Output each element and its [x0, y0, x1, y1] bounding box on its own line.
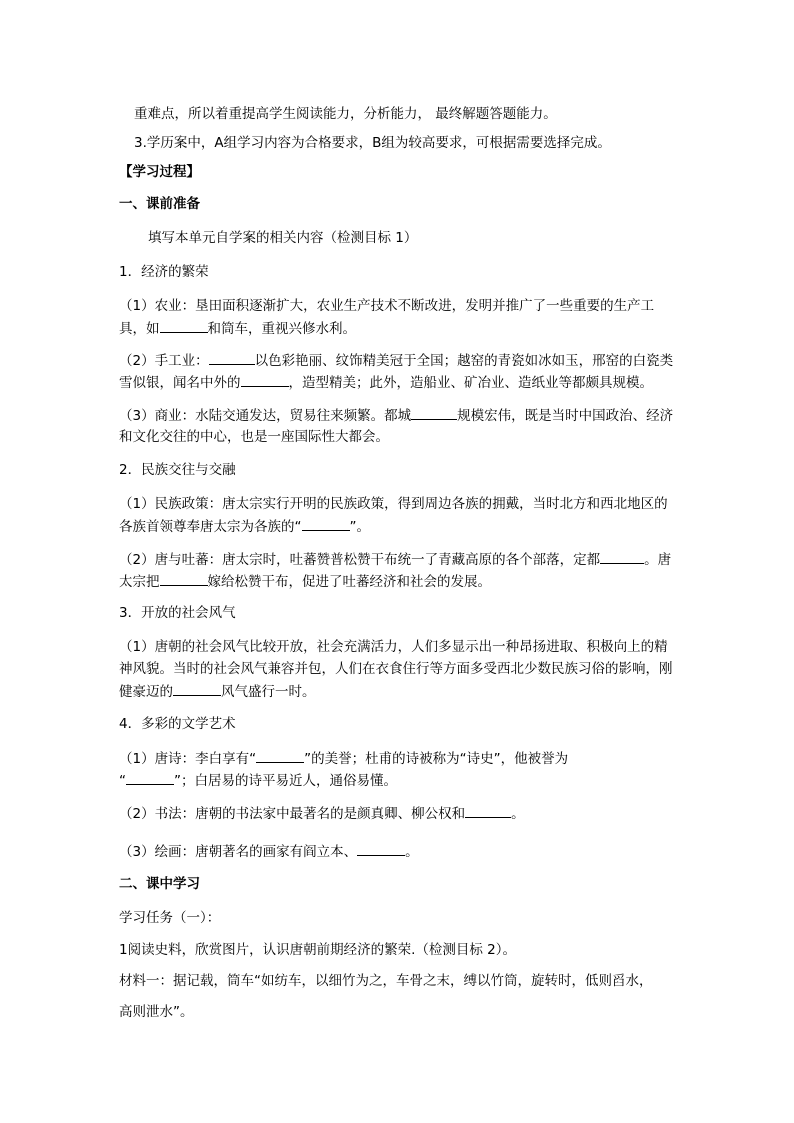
painting-text-2: 。 — [405, 844, 419, 860]
material-line-b: 高则泄水”。 — [119, 1004, 194, 1020]
fill-blank-craft-2[interactable] — [241, 372, 289, 387]
fill-blank-agri[interactable] — [160, 318, 208, 333]
agri-line-a: （1）农业：垦田面积逐渐扩大，农业生产技术不断改进，发明并推广了一些重要的生产工 — [119, 298, 655, 314]
poem-line-b — [119, 770, 694, 791]
fill-blank-calligraphy[interactable] — [465, 803, 511, 818]
painting-line — [119, 841, 694, 862]
policy-text-1: 各族首领尊奉唐太宗为各族的“ — [119, 519, 302, 535]
commerce-text-2: 规模宏伟，既是当时中国政治、经济 — [457, 408, 674, 424]
craft-line-a — [119, 350, 694, 371]
craft-text-4: ，造型精美；此外，造船业、矿冶业、造纸业等都颇具规模。 — [288, 375, 653, 391]
fill-blank-tibet-2[interactable] — [160, 571, 208, 586]
society-line-c — [119, 681, 694, 702]
fill-blank-craft-1[interactable] — [209, 350, 255, 365]
policy-line-a: （1）民族政策：唐太宗实行开明的民族政策，得到周边各族的拥戴，当时北方和西北地区的 — [119, 496, 668, 512]
heading-in-class: 二、课中学习 — [119, 876, 200, 892]
commerce-line-b: 和文化交往的中心，也是一座国际性大都会。 — [119, 429, 389, 445]
calligraphy-text-2: 。 — [511, 806, 525, 822]
society-text-2: 风气盛行一时。 — [221, 684, 316, 700]
craft-text-2: 以色彩艳丽、纹饰精美冠于全国；越窑的青瓷如冰如玉，邢窑的白瓷类 — [254, 353, 674, 369]
task-item: 1阅读史料，欣赏图片，认识唐朝前期经济的繁荣.（检测目标 2）。 — [119, 942, 517, 958]
intro-line-1: 重难点，所以着重提高学生阅读能力，分析能力， 最终解题答题能力。 — [134, 106, 557, 122]
task-title: 学习任务（一）： — [119, 910, 221, 926]
fill-blank-policy[interactable] — [302, 516, 350, 531]
instruction: 填写本单元自学案的相关内容（检测目标 1） — [148, 230, 418, 246]
poem-line-a — [119, 748, 694, 769]
tibet-text-4: 嫁给松赞干布，促进了吐蕃经济和社会的发展。 — [207, 574, 491, 590]
fill-blank-society[interactable] — [173, 681, 221, 696]
craft-text-1: （2）手工业： — [119, 353, 209, 369]
commerce-text-1: （3）商业：水陆交通发达，贸易往来频繁。都城 — [119, 408, 412, 424]
fill-blank-commerce[interactable] — [411, 405, 457, 420]
calligraphy-text-1: （2）书法：唐朝的书法家中最著名的是颜真卿、柳公权和 — [119, 806, 466, 822]
tibet-text-3: 太宗把 — [119, 574, 160, 590]
policy-text-2: ”。 — [349, 519, 370, 535]
poem-text-3: “ — [119, 773, 126, 789]
subheading-society: 3．开放的社会风气 — [119, 605, 236, 621]
heading-pre-class: 一、课前准备 — [119, 196, 200, 212]
fill-blank-poem-1[interactable] — [256, 748, 304, 763]
painting-text-1: （3）绘画：唐朝著名的画家有阎立本、 — [119, 844, 358, 860]
poem-text-2: ”的美誉；杜甫的诗被称为“诗史”，他被誉为 — [304, 751, 569, 767]
society-text-1: 健豪迈的 — [119, 684, 173, 700]
agri-text-1: 具，如 — [119, 321, 160, 337]
tibet-text-1: （2）唐与吐蕃：唐太宗时，吐蕃赞普松赞干布统一了青藏高原的各个部落，定都 — [119, 552, 601, 568]
fill-blank-poem-2[interactable] — [126, 770, 174, 785]
agri-text-2: 和筒车，重视兴修水利。 — [207, 321, 356, 337]
tibet-line-a — [119, 549, 694, 570]
tibet-line-b — [119, 571, 694, 592]
subheading-economy: 1．经济的繁荣 — [119, 264, 209, 280]
poem-text-1: （1）唐诗：李白享有“ — [119, 751, 257, 767]
material-line-a: 材料一：据记载，筒车“如纺车，以细竹为之，车骨之末，缚以竹筒，旋转时，低则舀水， — [119, 973, 653, 989]
society-line-a: （1）唐朝的社会风气比较开放，社会充满活力，人们多显示出一种昂扬进取、积极向上的精 — [119, 639, 668, 655]
intro-line-2: 3.学历案中，A组学习内容为合格要求，B组为较高要求，可根据需要选择完成。 — [134, 135, 611, 151]
fill-blank-tibet-1[interactable] — [600, 549, 644, 564]
section-learning-process: 【学习过程】 — [119, 164, 200, 180]
calligraphy-line — [119, 803, 694, 824]
policy-line-b — [119, 516, 694, 537]
craft-text-3: 雪似银，闻名中外的 — [119, 375, 241, 391]
subheading-ethnic: 2．民族交往与交融 — [119, 462, 236, 478]
fill-blank-painting[interactable] — [357, 841, 405, 856]
agri-line-b — [119, 318, 694, 339]
craft-line-b — [119, 372, 694, 393]
society-line-b: 神风貌。当时的社会风气兼容并包，人们在衣食住行等方面多受西北少数民族习俗的影响，刚 — [119, 661, 673, 677]
poem-text-4: ”；白居易的诗平易近人，通俗易懂。 — [174, 773, 397, 789]
commerce-line-a — [119, 405, 694, 426]
subheading-arts: 4．多彩的文学艺术 — [119, 716, 236, 732]
tibet-text-2: 。唐 — [644, 552, 672, 568]
